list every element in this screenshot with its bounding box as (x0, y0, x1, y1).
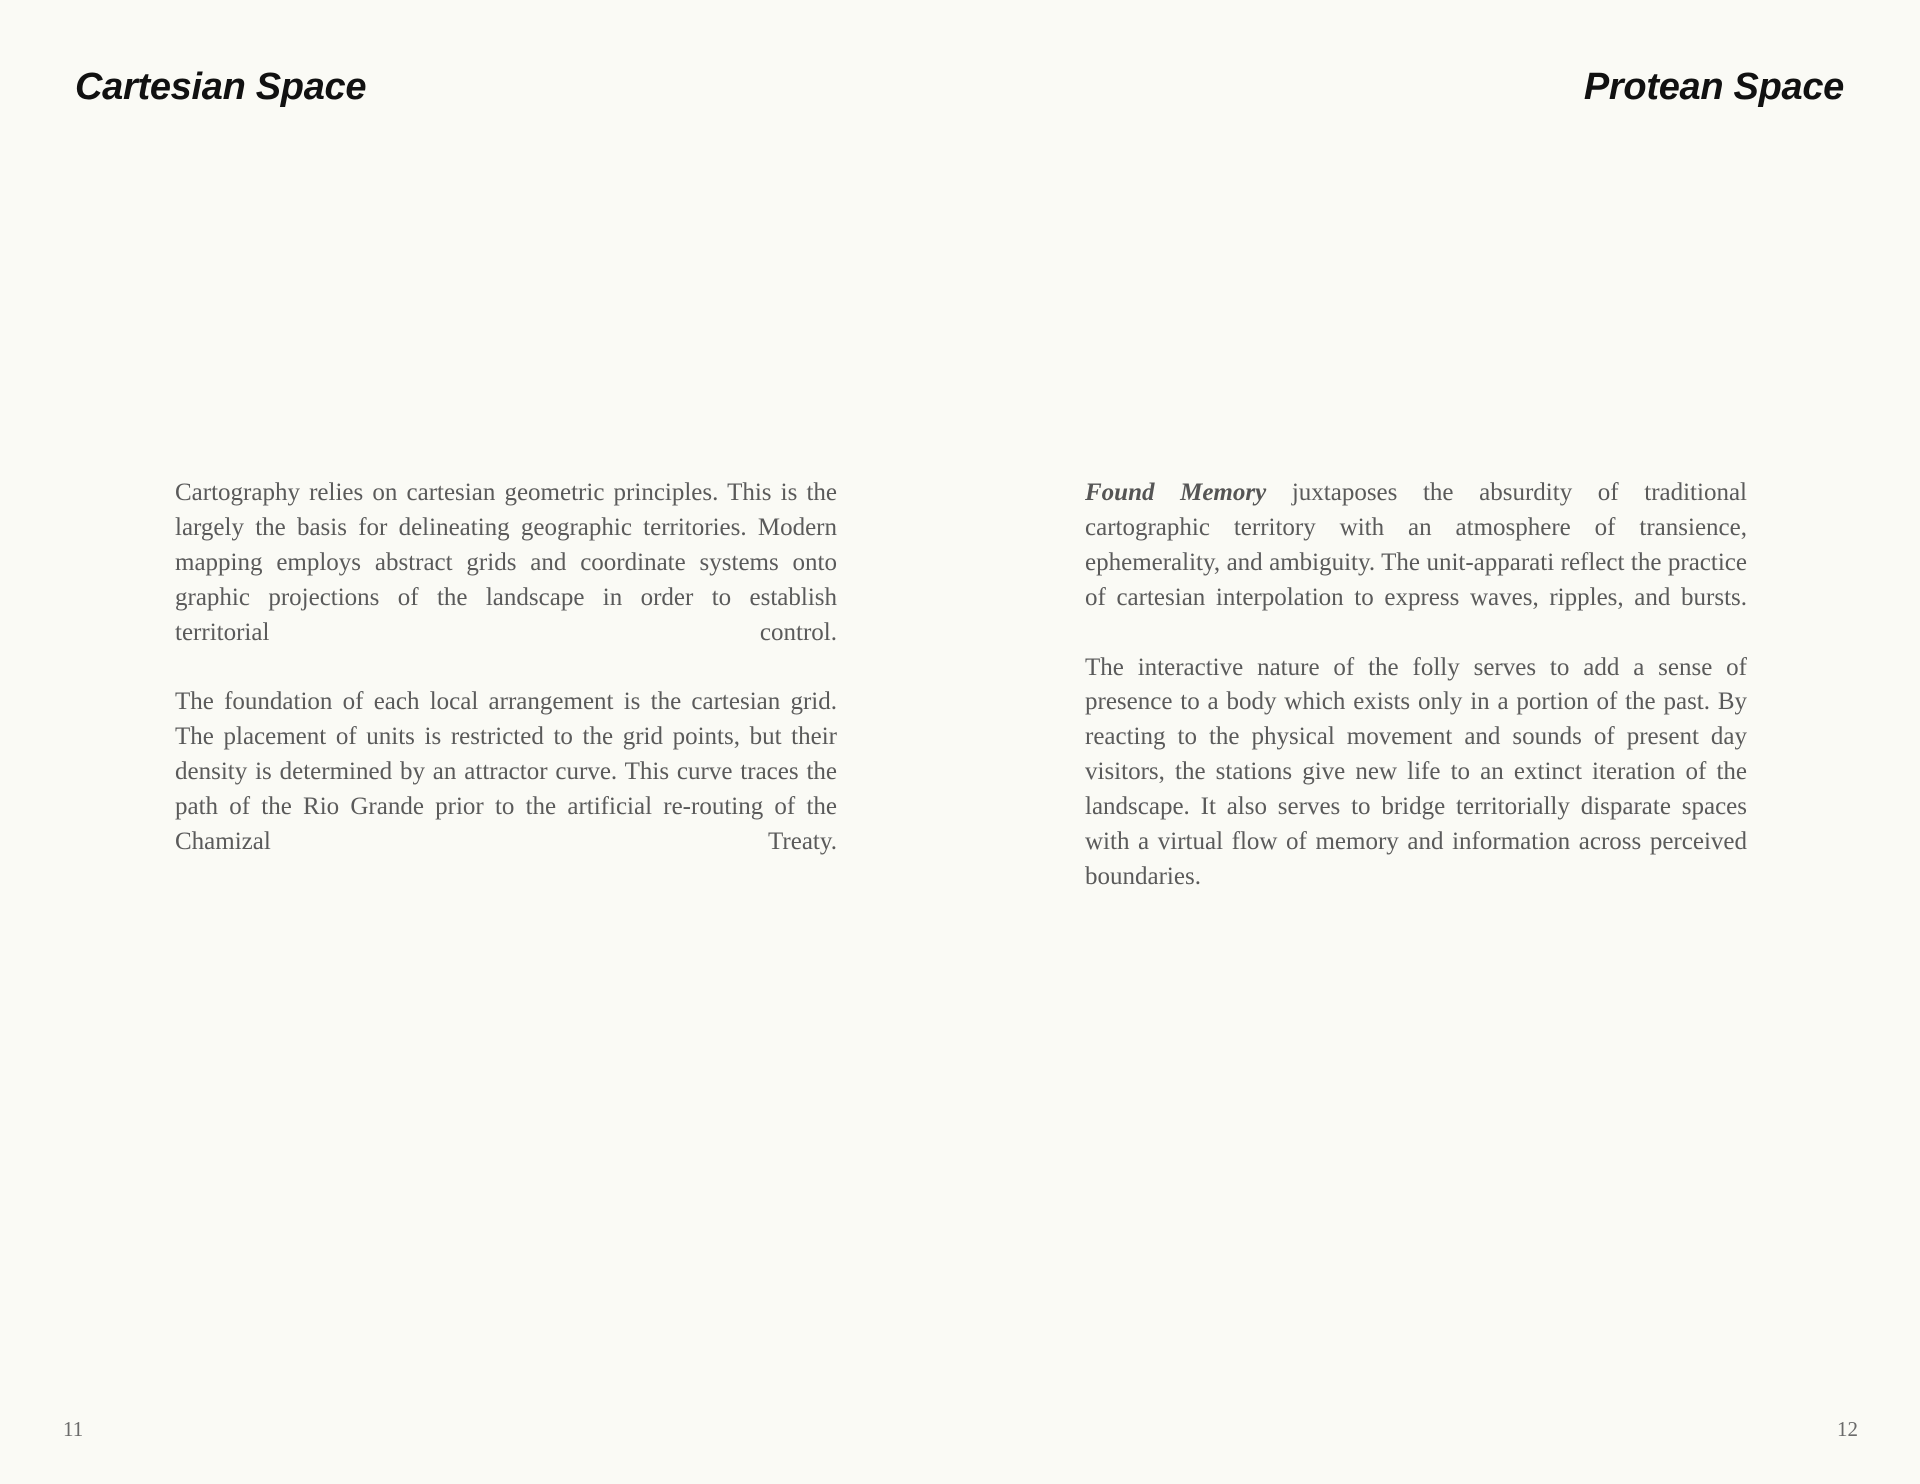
page-number-right: 12 (1837, 1417, 1858, 1441)
body-text-left (175, 476, 837, 860)
body-text-right (1085, 476, 1747, 895)
found-memory-text: juxtaposes the absurdity of traditional cartographic territory with an atmosphere of transience, ephemerality, and ambiguity. The unit-apparati reflect the practice of cartesian interpolation to express waves, ripples, and bursts. (1085, 479, 1747, 611)
page-number-left: 11 (63, 1417, 84, 1441)
found-memory-emphasis: Found Memory (1085, 479, 1267, 506)
page-title-right: Protean Space (1583, 66, 1844, 108)
right-page (960, 0, 1920, 1484)
paragraph-cartography: Cartography relies on cartesian geometric principles. This is the largely the basis for delineating geographic territories. Modern mapping employs abstract grids and coordinate systems onto graphic projections of the landscape in order to establish territorial control. (175, 479, 837, 646)
paragraph-found-memory (1085, 476, 1747, 616)
paragraph-foundation: The foundation of each local arrangement is the cartesian grid. The placement of units is restricted to the grid points, but their density is determined by an attractor curve. This curve traces the path of the Rio Grande prior to the artificial re-routing of the Chamizal Treaty. (175, 688, 837, 856)
paragraph-interactive-nature: The interactive nature of the folly serves to add a sense of presence to a body which exists only in a portion of the past. By reacting to the physical movement and sounds of present day visitors, the stations give new life to an extinct iteration of the landscape. It also serves to bridge territorially disparate spaces with a virtual flow of memory and information across perceived boundaries. (1085, 653, 1747, 890)
page-title-left: Cartesian Space (75, 66, 367, 108)
